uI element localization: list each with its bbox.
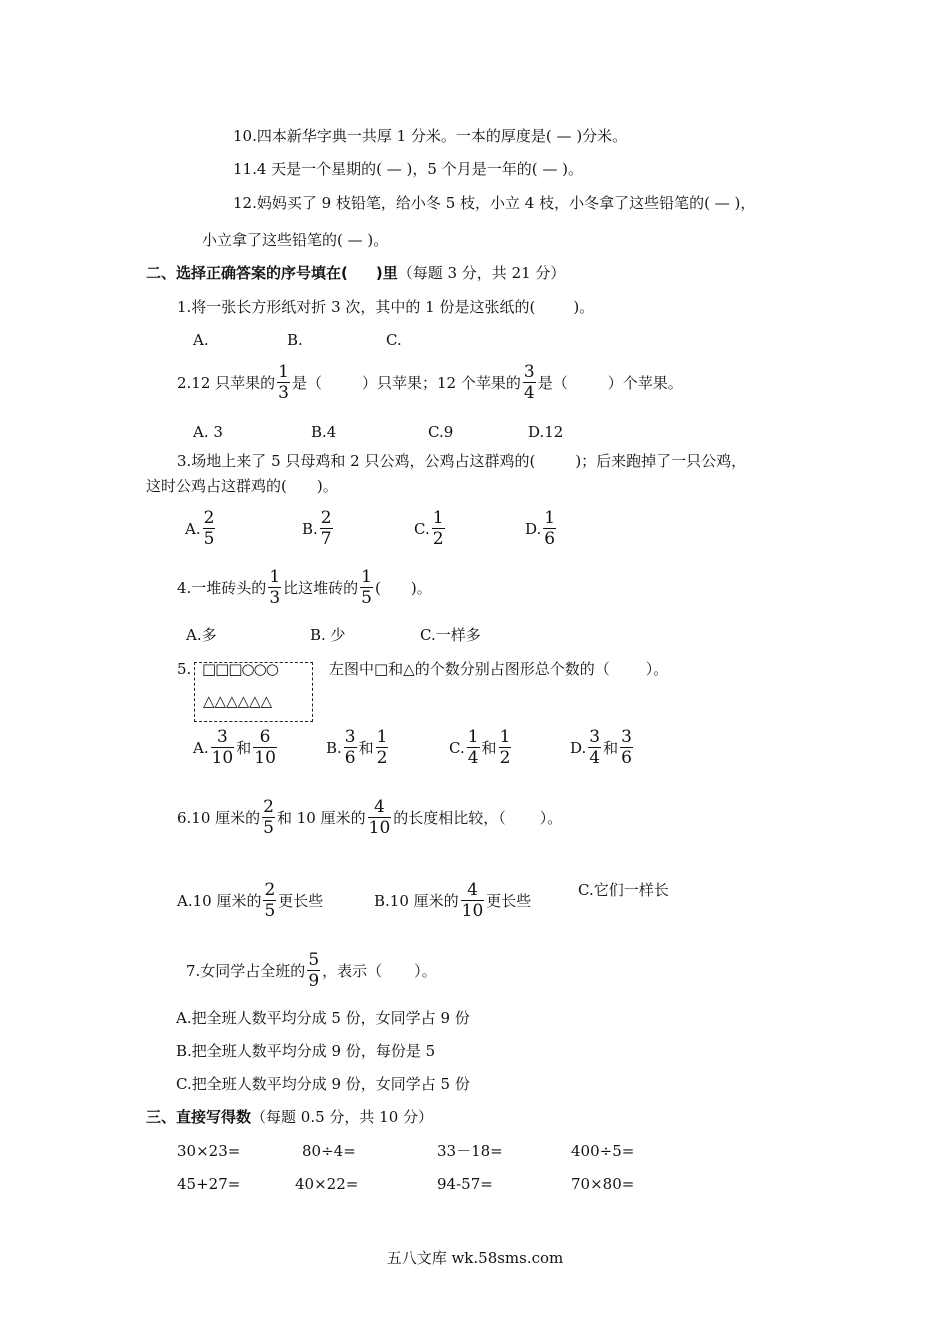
q4-option-a: A.多 <box>186 626 217 644</box>
question-3-line2: 这时公鸡占这群鸡的( )。 <box>146 477 338 495</box>
question-12-line1: 12.妈妈买了 9 枝铅笔，给小冬 5 枝，小立 4 枝，小冬拿了这些铅笔的( — )， <box>233 194 756 212</box>
q2-option-d: D.12 <box>528 423 564 441</box>
calc-2-4: 70×80= <box>571 1175 635 1193</box>
question-10: 10.四本新华字典一共厚 1 分米。一本的厚度是( — )分米。 <box>233 127 628 145</box>
question-3-line1: 3.场地上来了 5 只母鸡和 2 只公鸡，公鸡占这群鸡的( )；后来跑掉了一只公鸡， <box>177 452 747 470</box>
q3-option-c: C. $\frac{1}{2}$ <box>414 508 444 549</box>
shape-row-triangles: △△△△△△ <box>203 692 273 710</box>
q1-option-b: B. <box>287 331 303 349</box>
q3-option-a: A. $\frac{2}{5}$ <box>185 508 215 549</box>
question-7: 7.女同学占全班的 $\frac{5}{9}$ ，表示（ ）。 <box>186 950 437 991</box>
fraction: $\frac{3}{4}$ <box>523 362 535 403</box>
question-2: 2.12 只苹果的 $\frac{1}{3}$ 是（ ）只苹果；12 个苹果的 $\frac{3}{4}$ 是（ ）个苹果。 <box>177 362 683 403</box>
q6-option-b: B.10 厘米的 $\frac{4}{10}$ 更长些 <box>374 880 532 921</box>
footer-watermark: 五八文库 wk.58sms.com <box>386 1249 564 1267</box>
question-5-number: 5. <box>177 660 192 678</box>
q7-option-c: C.把全班人数平均分成 9 份，女同学占 5 份 <box>176 1075 470 1093</box>
fraction: $\frac{1}{3}$ <box>278 362 289 403</box>
q7-option-b: B.把全班人数平均分成 9 份，每份是 5 <box>176 1042 436 1060</box>
q3-option-b: B. $\frac{2}{7}$ <box>302 508 332 549</box>
q6-option-c: C.它们一样长 <box>578 881 669 899</box>
q5-option-d: D. $\frac{3}{4}$ 和 $\frac{3}{6}$ <box>570 727 632 768</box>
q3-option-d: D. $\frac{1}{6}$ <box>525 508 556 549</box>
shape-row-squares-circles: □□□○○○ <box>202 660 278 678</box>
calc-1-4: 400÷5= <box>571 1142 635 1160</box>
q6-option-a: A.10 厘米的 $\frac{2}{5}$ 更长些 <box>177 880 324 921</box>
q2-option-a: A. 3 <box>193 423 223 441</box>
q2-option-b: B.4 <box>311 423 337 441</box>
calc-1-2: 80÷4= <box>302 1142 356 1160</box>
calc-2-3: 94-57= <box>437 1175 493 1193</box>
calc-1-3: 33－18= <box>437 1142 503 1160</box>
q4-option-c: C.一样多 <box>420 626 481 644</box>
question-5-text: 左图中□和△的个数分别占图形总个数的（ ）。 <box>329 660 669 678</box>
q5-option-a: A. $\frac{3}{10}$ 和 $\frac{6}{10}$ <box>193 727 276 768</box>
calc-2-1: 45+27= <box>177 1175 241 1193</box>
question-11: 11.4 天是一个星期的( — )，5 个月是一年的( — )。 <box>233 160 583 178</box>
q1-option-c: C. <box>386 331 402 349</box>
section-3-heading: 三、直接写得数（每题 0.5 分，共 10 分） <box>146 1108 434 1126</box>
question-4: 4.一堆砖头的 $\frac{1}{3}$ 比这堆砖的 $\frac{1}{5}$ ( )。 <box>177 567 432 608</box>
calc-1-1: 30×23= <box>177 1142 241 1160</box>
q7-option-a: A.把全班人数平均分成 5 份，女同学占 9 份 <box>176 1009 470 1027</box>
q5-option-b: B. $\frac{3}{6}$ 和 $\frac{1}{2}$ <box>326 727 388 768</box>
q2-option-c: C.9 <box>428 423 454 441</box>
question-12-line2: 小立拿了这些铅笔的( — )。 <box>202 231 389 249</box>
q1-option-a: A. <box>193 331 209 349</box>
section-2-heading: 二、选择正确答案的序号填在( )里（每题 3 分，共 21 分） <box>146 264 566 282</box>
question-6: 6.10 厘米的 $\frac{2}{5}$ 和 10 厘米的 $\frac{4}{10}$ 的长度相比较，（ ）。 <box>177 797 563 838</box>
question-1: 1.将一张长方形纸对折 3 次，其中的 1 份是这张纸的( )。 <box>177 298 595 316</box>
q5-option-c: C. $\frac{1}{4}$ 和 $\frac{1}{2}$ <box>449 727 511 768</box>
q4-option-b: B. 少 <box>310 626 346 644</box>
calc-2-2: 40×22= <box>295 1175 359 1193</box>
